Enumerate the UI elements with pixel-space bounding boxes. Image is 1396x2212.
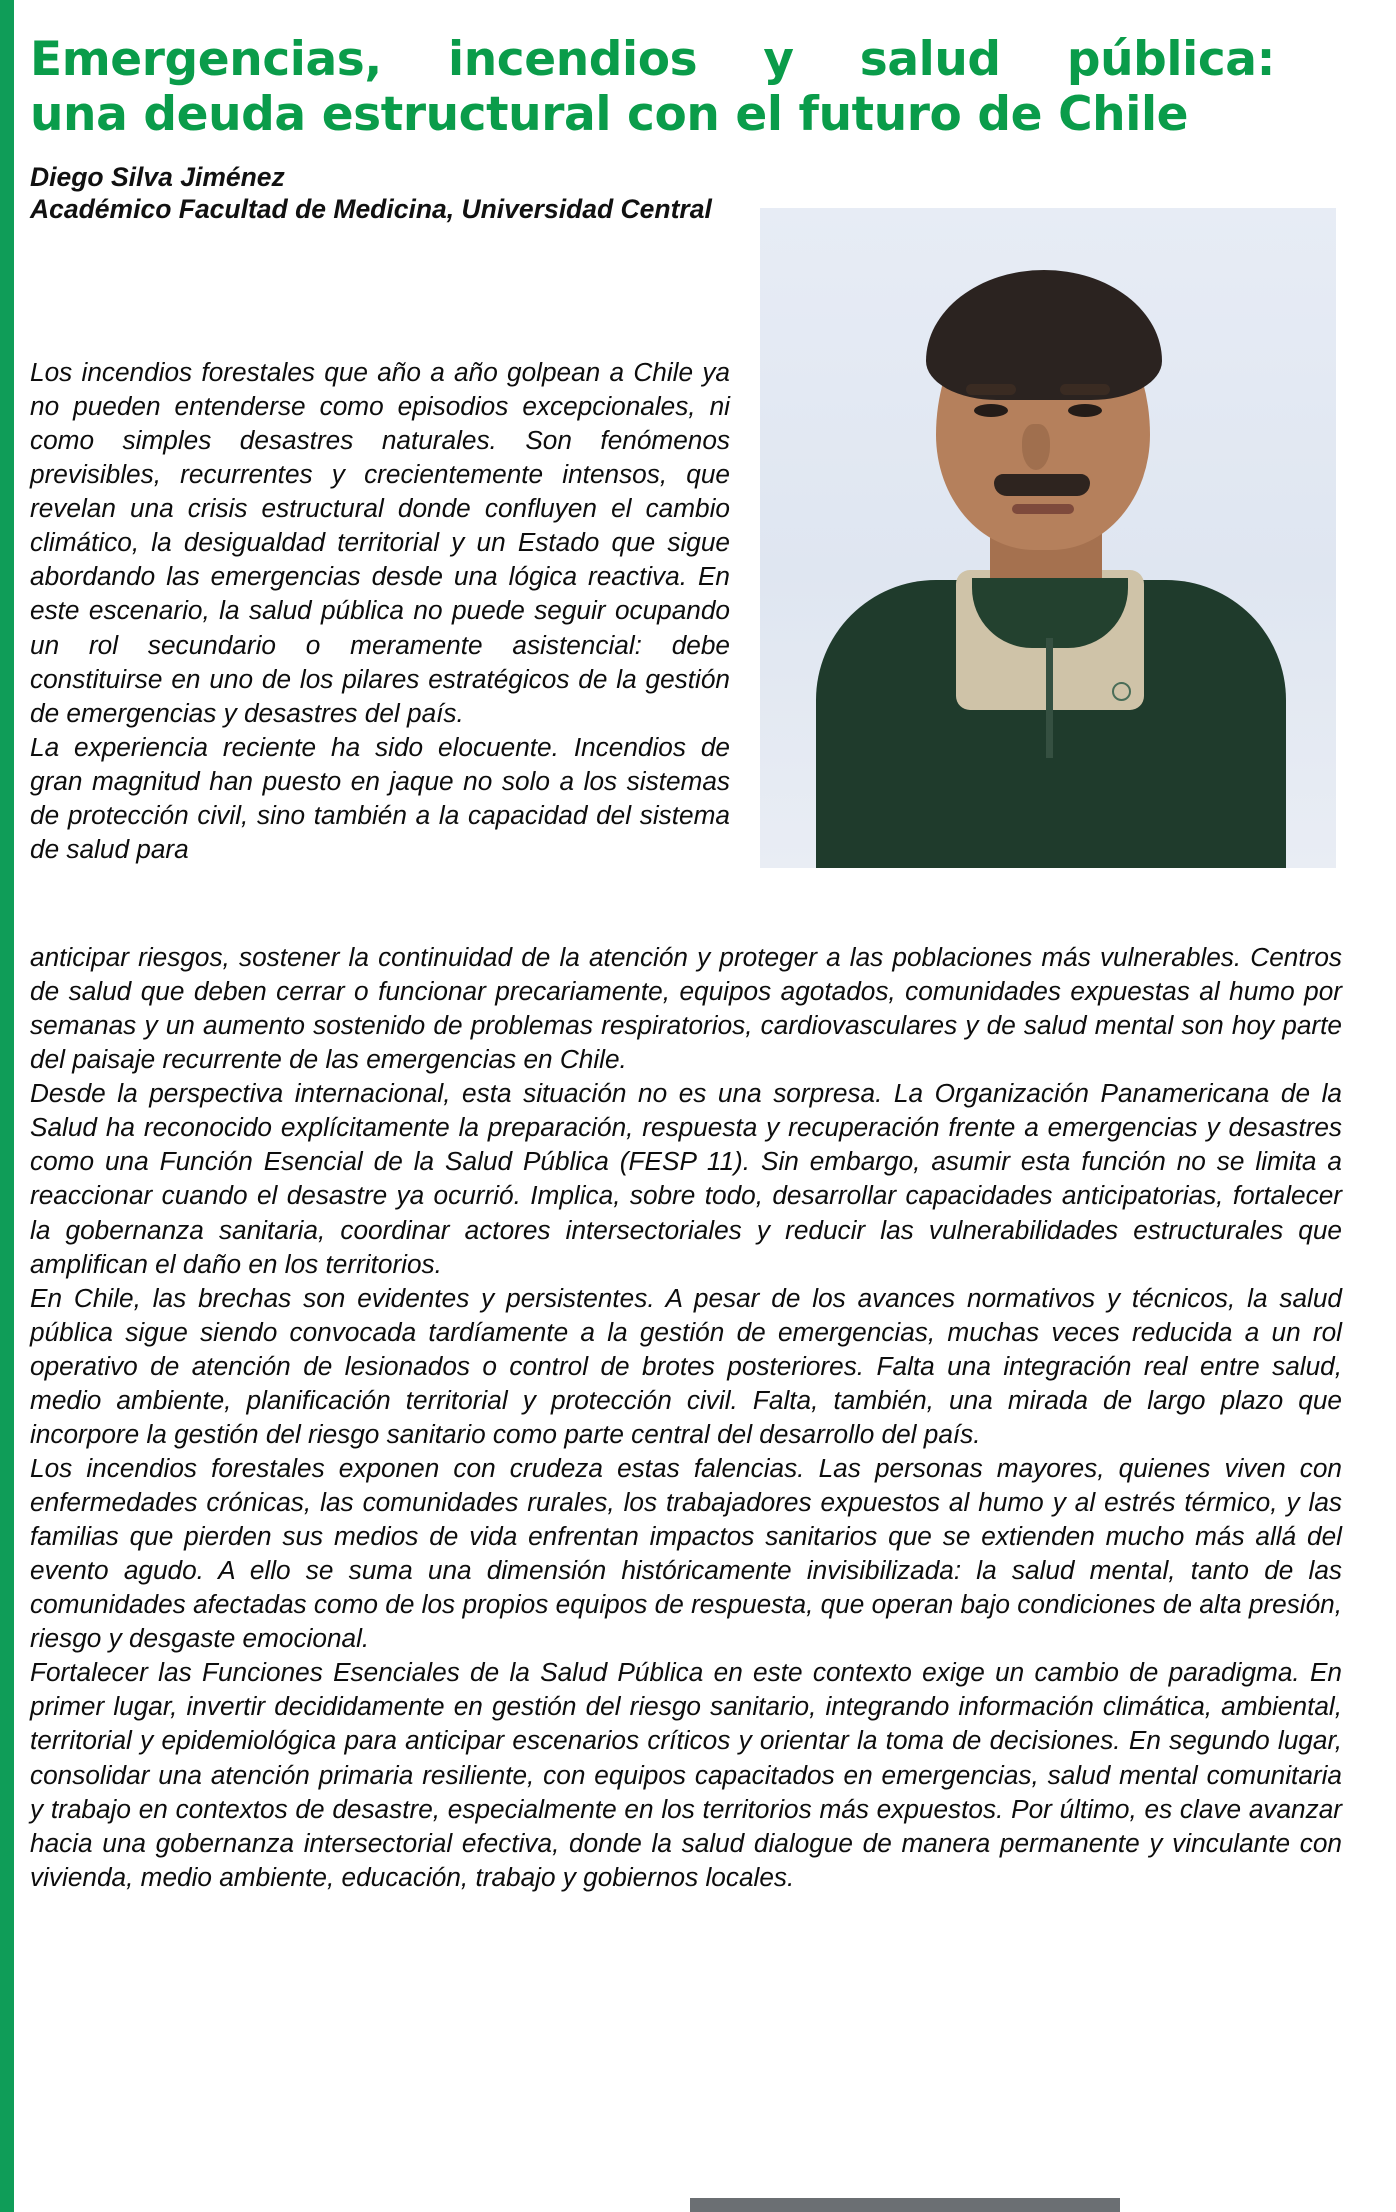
byline xyxy=(30,161,730,226)
photo-eye-left xyxy=(974,404,1008,417)
article-left-column xyxy=(30,355,730,866)
article-page xyxy=(30,0,1366,2212)
author-role: Académico Facultad de Medicina, Universidad Central xyxy=(30,194,712,225)
photo-nose xyxy=(1022,424,1050,470)
photo-button xyxy=(1112,682,1131,701)
bottom-strip xyxy=(690,2198,1120,2212)
photo-hair xyxy=(926,270,1162,400)
author-photo xyxy=(760,208,1336,868)
paragraph-2-continued: anticipar riesgos, sostener la continuidad de la atención y proteger a las poblaciones más vulnerables. Centros de salud que deben cerrar o funcionar precariamente, equipos agotados, comunidades expuestas al humo por semanas y un aumento sostenido de problemas respiratorios, cardiovasculares y de salud mental son hoy parte del paisaje recurrente de las emergencias en Chile. xyxy=(30,942,1342,1075)
paragraph-4: En Chile, las brechas son evidentes y persistentes. A pesar de los avances normativos y técnicos, la salud pública sigue siendo convocada tardíamente a la gestión de emergencias, muchas veces reducida a un rol operativo de atención de lesionados o control de brotes posteriores. Falta una integración real entre salud, medio ambiente, planificación territorial y protección civil. Falta, también, una mirada de largo plazo que incorpore la gestión del riesgo sanitario como parte central del desarrollo del país. xyxy=(30,1282,1342,1449)
paragraph-1: Los incendios forestales que año a año golpean a Chile ya no pueden entenderse como episodios excepcionales, ni como simples desastres naturales. Son fenómenos previsibles, recurrentes y crecientemente intensos, que revelan una crisis estructural donde confluyen el cambio climático, la desigualdad territorial y un Estado que sigue abordando las emergencias desde una lógica reactiva. En este escenario, la salud pública no puede seguir ocupando un rol secundario o meramente asistencial: debe constituirse en uno de los pilares estratégicos de la gestión de emergencias y desastres del país. xyxy=(30,357,730,728)
photo-moustache xyxy=(994,474,1090,496)
paragraph-3: Desde la perspectiva internacional, esta situación no es una sorpresa. La Organización Panamericana de la Salud ha reconocido explícitamente la preparación, respuesta y recuperación frente a emergencias y desastres como una Función Esencial de la Salud Pública (FESP 11). Sin embargo, asumir esta función no se limita a reaccionar cuando el desastre ya ocurrió. Implica, sobre todo, desarrollar capacidades anticipatorias, fortalecer la gobernanza sanitaria, coordinar actores intersectoriales y reducir las vulnerabilidades estructurales que amplifican el daño en los territorios. xyxy=(30,1078,1342,1279)
paragraph-5: Los incendios forestales exponen con crudeza estas falencias. Las personas mayores, quienes viven con enfermedades crónicas, las comunidades rurales, los trabajadores expuestos al humo y al estrés térmico, y las familias que pierden sus medios de vida enfrentan impactos sanitarios que se extienden mucho más allá del evento agudo. A ello se suma una dimensión históricamente invisibilizada: la salud mental, tanto de las comunidades afectadas como de los propios equipos de respuesta, que operan bajo condiciones de alta presión, riesgo y desgaste emocional. xyxy=(30,1452,1342,1654)
article-body xyxy=(30,940,1342,1894)
page-left-rule-inner xyxy=(14,0,19,2212)
page-title xyxy=(30,0,1275,143)
photo-eye-right xyxy=(1068,404,1102,417)
paragraph-2: La experiencia reciente ha sido elocuente. Incendios de gran magnitud han puesto en jaque no solo a los sistemas de protección civil, sino también a la capacidad del sistema de salud para xyxy=(30,731,730,864)
photo-mouth xyxy=(1012,504,1074,514)
author-name: Diego Silva Jiménez xyxy=(30,161,285,192)
paragraph-6: Fortalecer las Funciones Esenciales de la Salud Pública en este contexto exige un cambio de paradigma. En primer lugar, invertir decididamente en gestión del riesgo sanitario, integrando información climática, ambiental, territorial y epidemiológica para anticipar escenarios críticos y orientar la toma de decisiones. En segundo lugar, consolidar una atención primaria resiliente, con equipos capacitados en emergencias, salud mental comunitaria y trabajo en contextos de desastre, especialmente en los territorios más expuestos. Por último, es clave avanzar hacia una gobernanza intersectorial efectiva, donde la salud dialogue de manera permanente y vinculante con vivienda, medio ambiente, educación, trabajo y gobiernos locales. xyxy=(30,1657,1342,1892)
headline-line-1: Emergencias, incendios y salud pública: xyxy=(30,32,1275,87)
photo-zipper xyxy=(1046,638,1053,758)
photo-eyebrow-right xyxy=(1060,384,1110,395)
page-left-rule xyxy=(0,0,14,2212)
headline-line-2: una deuda estructural con el futuro de Chile xyxy=(30,87,1189,143)
photo-eyebrow-left xyxy=(966,384,1016,395)
